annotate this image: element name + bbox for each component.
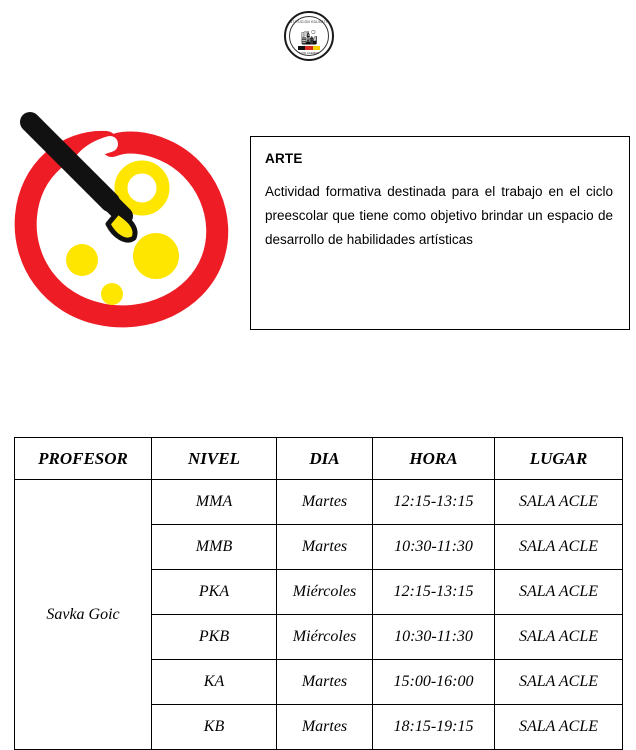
cell-nivel: MMA (152, 480, 277, 525)
cell-dia: Martes (277, 480, 373, 525)
school-crest-logo (278, 10, 340, 62)
cell-lugar: SALA ACLE (495, 615, 623, 660)
cell-nivel: MMB (152, 525, 277, 570)
crest-bottom-text: ALTO ALEMAN (298, 50, 320, 55)
cell-dia: Martes (277, 705, 373, 750)
cell-lugar: SALA ACLE (495, 660, 623, 705)
cell-lugar: SALA ACLE (495, 525, 623, 570)
cell-hora: 15:00-16:00 (373, 660, 495, 705)
table-row (15, 480, 623, 525)
crest-top-text: INSTITUCION EDUCATIVA (286, 20, 332, 24)
cell-nivel: KA (152, 660, 277, 705)
activity-description-box (250, 136, 630, 330)
teacher-name-cell: Savka Goic (15, 480, 152, 750)
crest-outer-ring (284, 11, 334, 61)
cell-nivel: PKA (152, 570, 277, 615)
schedule-table-wrapper (14, 437, 622, 750)
cell-nivel: KB (152, 705, 277, 750)
column-header-dia: DIA (277, 438, 373, 480)
cell-hora: 10:30-11:30 (373, 525, 495, 570)
column-header-nivel: NIVEL (152, 438, 277, 480)
cell-hora: 10:30-11:30 (373, 615, 495, 660)
column-header-lugar: LUGAR (495, 438, 623, 480)
column-header-hora: HORA (373, 438, 495, 480)
cell-nivel: PKB (152, 615, 277, 660)
cell-hora: 12:15-13:15 (373, 570, 495, 615)
cell-lugar: SALA ACLE (495, 705, 623, 750)
cell-hora: 18:15-19:15 (373, 705, 495, 750)
cell-lugar: SALA ACLE (495, 570, 623, 615)
table-header-row (15, 438, 623, 480)
column-header-profesor: PROFESOR (15, 438, 152, 480)
cell-dia: Martes (277, 525, 373, 570)
art-palette-illustration (14, 112, 236, 332)
cell-hora: 12:15-13:15 (373, 480, 495, 525)
eagle-icon: 🏙 (300, 28, 318, 45)
flag-stripes (298, 46, 320, 50)
cell-dia: Miércoles (277, 615, 373, 660)
cell-lugar: SALA ACLE (495, 480, 623, 525)
cell-dia: Martes (277, 660, 373, 705)
crest-inner-ring (286, 16, 332, 56)
schedule-table (14, 437, 623, 750)
activity-description-text: Actividad formativa destinada para el trabajo en el ciclo preescolar que tiene como objetivo brindar un espacio de desarrollo de habilidades artísticas (265, 184, 613, 248)
activity-title: ARTE (265, 151, 303, 166)
cell-dia: Miércoles (277, 570, 373, 615)
